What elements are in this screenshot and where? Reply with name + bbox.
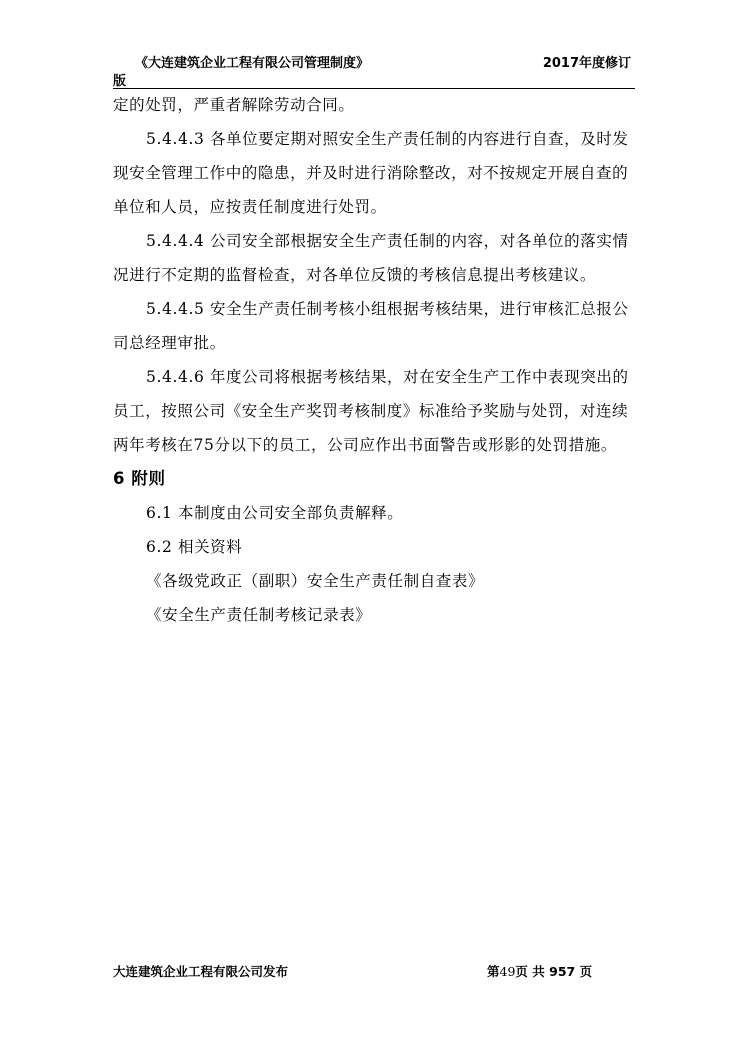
page-suffix: 页	[579, 964, 593, 979]
paragraph-5-4-4-5: 5.4.4.5 安全生产责任制考核小组根据考核结果，进行审核汇总报公司总经理审批。	[113, 300, 629, 352]
continued-line: 定的处罚，严重者解除劳动合同。	[113, 96, 355, 114]
page-middle: 页 共	[515, 964, 545, 979]
edition-label: 2017年度修订	[542, 56, 631, 71]
paragraph-6-2: 6.2 相关资料	[146, 538, 243, 556]
paragraph-5-4-4-3: 5.4.4.3 各单位要定期对照安全生产责任制的内容进行自查，及时发现安全管理工作中的隐患，并及时进行消除整改，对不按规定开展自查的单位和人员，应按责任制度进行处罚。	[113, 130, 629, 216]
reference-item: 《各级党政正（副职）安全生产责任制自查表》	[146, 572, 485, 590]
paragraph-5-4-4-4: 5.4.4.4 公司安全部根据安全生产责任制的内容，对各单位的落实情况进行不定期的监督检查，对各单位反馈的考核信息提出考核建议。	[113, 232, 629, 284]
edition-label-wrap: 版	[113, 74, 127, 89]
page-number: 49	[499, 964, 516, 979]
footer-publisher: 大连建筑企业工程有限公司发布	[113, 964, 289, 979]
section-heading: 6 附则	[113, 469, 166, 488]
reference-item: 《安全生产责任制考核记录表》	[146, 606, 372, 624]
page-prefix: 第	[487, 964, 500, 979]
paragraph-5-4-4-6: 5.4.4.6 年度公司将根据考核结果，对在安全生产工作中表现突出的员工，按照公司《安全生产奖罚考核制度》标准给予奖励与处罚，对连续两年考核在75分以下的员工，公司应作出书面警告或形影的处罚措施。	[113, 368, 629, 454]
footer-page-number	[487, 962, 592, 980]
page-content	[113, 88, 635, 632]
page-total: 957	[549, 964, 576, 979]
paragraph-6-1: 6.1 本制度由公司安全部负责解释。	[146, 504, 404, 522]
document-title: 《大连建筑企业工程有限公司管理制度》	[135, 56, 370, 71]
